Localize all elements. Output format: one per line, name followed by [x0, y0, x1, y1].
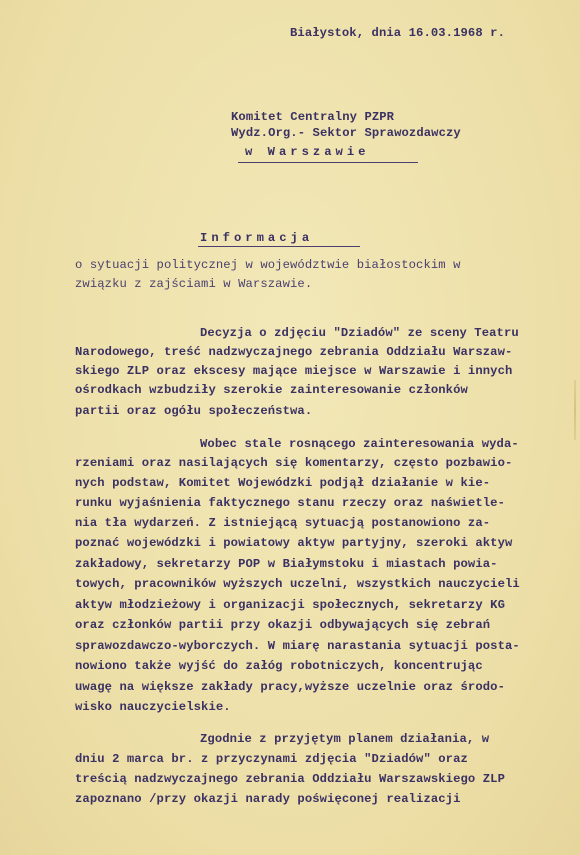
- paper-edge-mark: [574, 380, 576, 440]
- paragraph-2-line: nia tła wydarzeń. Z istniejącą sytuacją postanowiono za-: [75, 516, 491, 530]
- paragraph-2-line: Wobec stale rosnącego zainteresowania wyda-: [200, 437, 519, 451]
- paragraph-2-line: uwagę na większe zakłady pracy,wyższe uczelnie oraz środo-: [75, 680, 505, 694]
- paragraph-1-line: partii oraz ogółu społeczeństwa.: [75, 404, 313, 418]
- paragraph-2-line: rzeniami oraz nasilających się komentarzy, często pozbawio-: [75, 456, 513, 470]
- paragraph-2-line: nych podstaw, Komitet Wojewódzki podjął działanie w kie-: [75, 476, 491, 490]
- paragraph-3-line: treścią nadzwyczajnego zebrania Oddziału Warszawskiego ZLP: [75, 772, 505, 786]
- addressee-line-1: Komitet Centralny PZPR: [231, 110, 395, 124]
- paragraph-2-line: poznać wojewódzki i powiatowy aktyw partyjny, szeroki aktyw: [75, 536, 513, 550]
- paragraph-2-line: nowiono także wyjść do załóg robotniczych, koncentrując: [75, 659, 483, 673]
- paragraph-1-line: ośrodkach wzbudziły szerokie zainteresowanie członków: [75, 383, 468, 397]
- paragraph-3-line: zapoznano /przy okazji narady poświęconej realizacji: [75, 792, 461, 806]
- paragraph-2-line: sprawozdawczo-wyborczych. W miarę narastania sytuacji posta-: [75, 639, 520, 653]
- addressee-line-2: Wydz.Org.- Sektor Sprawozdawczy: [231, 126, 461, 140]
- paragraph-1-line: Decyzja o zdjęciu "Dziadów" ze sceny Teatru: [200, 326, 519, 340]
- subtitle-line-2: związku z zajściami w Warszawie.: [75, 277, 313, 291]
- paragraph-2-line: aktyw młodzieżowy i organizacji społecznych, sekretarzy KG: [75, 598, 505, 612]
- paragraph-2-line: zakładowy, sekretarzy POP w Białymstoku i miastach powia-: [75, 557, 498, 571]
- paragraph-1-line: skiego ZLP oraz ekscesy mające miejsce w Warszawie i innych: [75, 364, 513, 378]
- heading-underline: [198, 246, 360, 247]
- paragraph-2-line: runku wyjaśnienia faktycznego stanu rzeczy oraz naświetle-: [75, 496, 505, 510]
- subtitle-line-1: o sytuacji politycznej w województwie białostockim w: [75, 258, 461, 272]
- paragraph-2-line: wisko nauczycielskie.: [75, 700, 231, 714]
- paragraph-2-line: oraz członków partii przy okazji odbywających się zebrań: [75, 618, 491, 632]
- paragraph-2-line: towych, pracowników wyższych uczelni, wszystkich nauczycieli: [75, 577, 520, 591]
- place-date: Białystok, dnia 16.03.1968 r.: [290, 26, 505, 40]
- paragraph-1-line: Narodowego, treść nadzwyczajnego zebrania Oddziału Warszaw-: [75, 345, 513, 359]
- paragraph-3-line: Zgodnie z przyjętym planem działania, w: [200, 732, 490, 746]
- addressee-line-3: w Warszawie: [245, 145, 370, 159]
- document-heading: Informacja: [200, 231, 314, 245]
- addressee-underline: [238, 162, 418, 163]
- paragraph-3-line: dniu 2 marca br. z przyczynami zdjęcia "Dziadów" oraz: [75, 752, 468, 766]
